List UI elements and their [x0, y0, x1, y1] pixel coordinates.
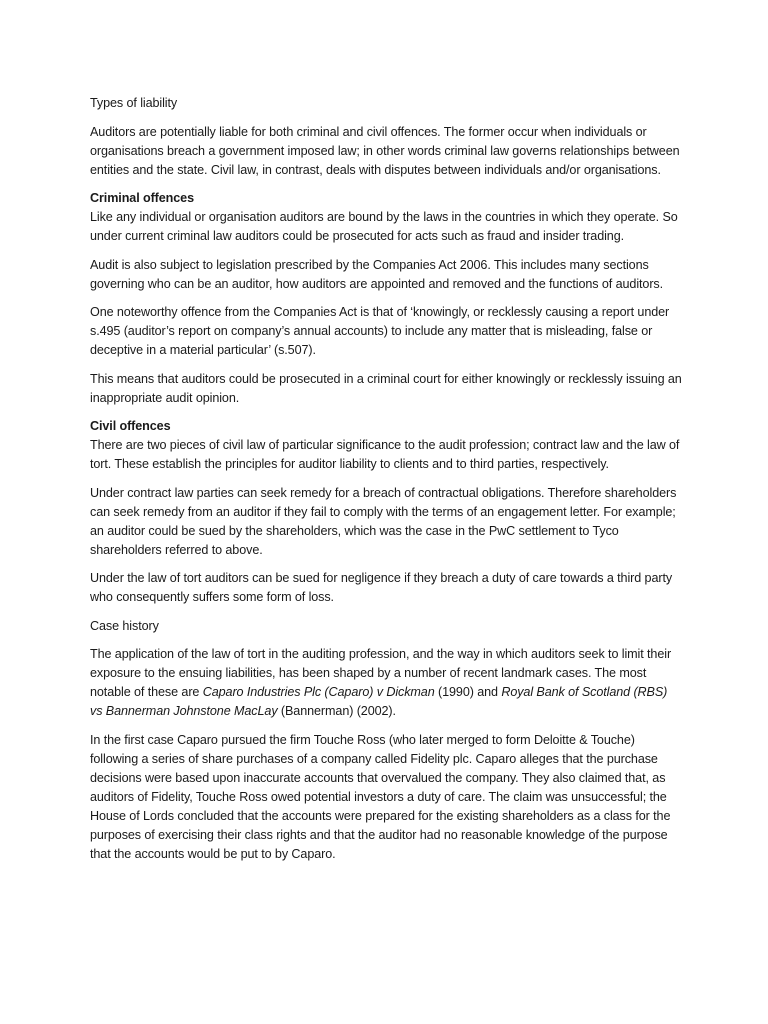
paragraph-case-history-1: [90, 645, 682, 721]
heading-case-history: Case history: [90, 618, 159, 633]
text-run: The application of the law of tort in the auditing profession, and the way in which auditors seek to limit their exposure to the ensuing liabilities, has been shaped by a number of recent landmark cases. The most notable of these are: [90, 647, 672, 699]
text-run: (1990) and: [434, 685, 502, 699]
heading-criminal-offences: Criminal offences: [90, 191, 194, 205]
paragraph-civil-3: Under the law of tort auditors can be sued for negligence if they breach a duty of care towards a third party who consequently suffers some form of loss.: [90, 571, 673, 604]
paragraph-criminal-3: One noteworthy offence from the Companies Act is that of ‘knowingly, or recklessly causing a report under s.495 (auditor’s report on company’s annual accounts) to include any matter that is misleading, false or deceptive in a material particular’ (s.507).: [90, 305, 670, 357]
paragraph-criminal-4: This means that auditors could be prosecuted in a criminal court for either knowingly or recklessly issuing an inappropriate audit opinion.: [90, 371, 682, 405]
paragraph-civil-2: Under contract law parties can seek remedy for a breach of contractual obligations. Therefore shareholders can seek remedy from an auditor if they fail to comply with the terms of an engagement letter. For example; an auditor could be sued by the shareholders, which was the case in the PwC settlement to Tyco shareholders referred to above.: [90, 485, 677, 557]
paragraph-intro: Auditors are potentially liable for both criminal and civil offences. The former occur when individuals or organisations breach a government imposed law; in other words criminal law governs relationships between entities and the state. Civil law, in contrast, deals with disputes between individuals and/or organisations.: [90, 124, 680, 177]
paragraph-criminal-1: Like any individual or organisation auditors are bound by the laws in the countries in which they operate. So under current criminal law auditors could be prosecuted for acts such as fraud and insider trading.: [90, 210, 678, 243]
heading-civil-offences: Civil offences: [90, 419, 171, 433]
case-name-rbs: Royal Bank of Scotland (RBS) vs Bannerman Johnstone MacLay: [90, 685, 668, 718]
paragraph-case-history-2: In the first case Caparo pursued the firm Touche Ross (who later merged to form Deloitte & Touche) following a series of share purchases of a company called Fidelity plc. Caparo alleges that the purchase decisions were based upon inaccurate accounts that overvalued the company. They also claimed that, as auditors of Fidelity, Touche Ross owed potential investors a duty of care. The claim was unsuccessful; the House of Lords concluded that the accounts were prepared for the existing shareholders as a class for the purposes of exercising their class rights and that the auditor had no reasonable knowledge of the purpose that the accounts would be put to by Caparo.: [90, 732, 671, 861]
paragraph-criminal-2: Audit is also subject to legislation prescribed by the Companies Act 2006. This includes many sections governing who can be an auditor, how auditors are appointed and removed and the functions of auditors.: [90, 257, 664, 291]
case-name-caparo: Caparo Industries Plc (Caparo) v Dickman: [202, 685, 435, 699]
section-title-types-of-liability: Types of liability: [90, 96, 178, 110]
text-run: (Bannerman) (2002).: [277, 704, 396, 718]
paragraph-civil-1: There are two pieces of civil law of particular significance to the audit profession; contract law and the law of tort. These establish the principles for auditor liability to clients and to third parties, respectively.: [90, 438, 680, 471]
